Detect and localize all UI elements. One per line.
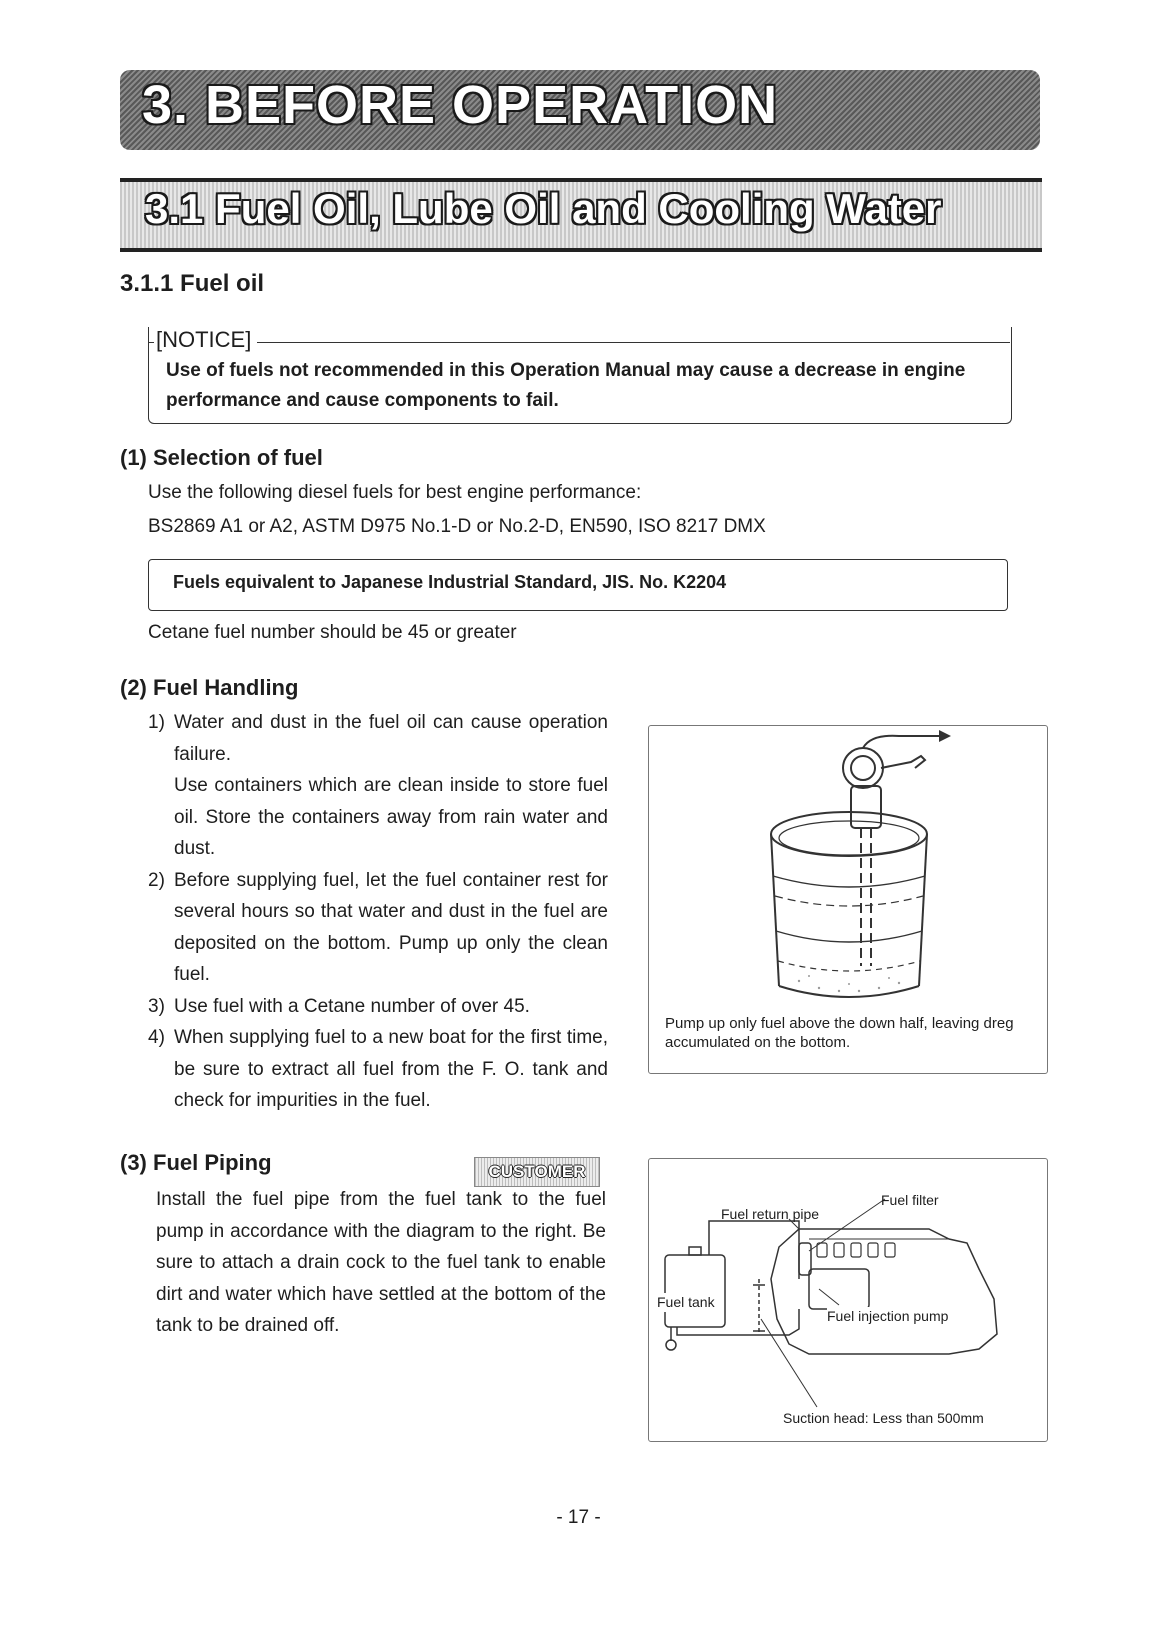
fuel-piping-figure bbox=[648, 1158, 1048, 1442]
figure-caption: Pump up only fuel above the down half, leaving dreg accumulated on the bottom. bbox=[665, 1015, 1014, 1051]
label-fuel-tank: Fuel tank bbox=[657, 1294, 715, 1310]
chapter-banner bbox=[120, 70, 1040, 150]
notice-label: [NOTICE] bbox=[154, 327, 257, 353]
selection-standards: BS2869 A1 or A2, ASTM D975 No.1-D or No.2-D, EN590, ISO 8217 DMX bbox=[148, 516, 766, 537]
cetane-note: Cetane fuel number should be 45 or greater bbox=[148, 622, 517, 643]
selection-heading: (1) Selection of fuel bbox=[120, 445, 323, 470]
handling-list bbox=[148, 707, 608, 1117]
chapter-title: 3. BEFORE OPERATION bbox=[142, 75, 779, 135]
list-text: When supplying fuel to a new boat for the first time, be sure to extract all fuel from the F. O. tank and check for impurities in the fuel. bbox=[174, 1027, 608, 1111]
list-item bbox=[148, 707, 608, 865]
list-number: 1) bbox=[148, 712, 165, 733]
list-text: Use fuel with a Cetane number of over 45. bbox=[174, 995, 530, 1017]
jis-text: Fuels equivalent to Japanese Industrial Standard, JIS. No. K2204 bbox=[173, 572, 727, 592]
fuel-drum-figure bbox=[648, 725, 1048, 1074]
list-text: Use containers which are clean inside to store fuel oil. Store the containers away from rain water and dust. bbox=[174, 775, 608, 859]
piping-heading: (3) Fuel Piping bbox=[120, 1150, 272, 1175]
section-banner bbox=[120, 178, 1042, 252]
jis-box bbox=[148, 559, 1008, 611]
label-fuel-return-pipe: Fuel return pipe bbox=[721, 1206, 820, 1222]
list-item bbox=[148, 991, 608, 1023]
label-suction-head: Suction head: Less than 500mm bbox=[783, 1410, 984, 1426]
section-title: 3.1 Fuel Oil, Lube Oil and Cooling Water bbox=[145, 185, 942, 232]
selection-intro: Use the following diesel fuels for best engine performance: bbox=[148, 482, 642, 503]
customer-badge: CUSTOMER bbox=[474, 1157, 600, 1187]
list-number: 4) bbox=[148, 1027, 165, 1048]
subsection-title: 3.1.1 Fuel oil bbox=[120, 270, 265, 297]
piping-text: Install the fuel pipe from the fuel tank to the fuel pump in accordance with the diagram to the right. Be sure to attach a drain cock to the fuel tank to enable dirt and water which have settled at the bottom of the tank to be drained off. bbox=[156, 1189, 606, 1336]
list-text: Before supplying fuel, let the fuel container rest for several hours so that water and dust in the fuel are deposited on the bottom. Pump up only the clean fuel. bbox=[174, 869, 608, 985]
label-fuel-injection-pump: Fuel injection pump bbox=[827, 1308, 949, 1324]
label-fuel-filter: Fuel filter bbox=[881, 1192, 939, 1208]
list-item bbox=[148, 865, 608, 991]
list-item bbox=[148, 1022, 608, 1117]
drum-pump-illustration bbox=[649, 726, 1047, 1006]
list-number: 3) bbox=[148, 995, 165, 1017]
list-number: 2) bbox=[148, 869, 165, 891]
page-number: - 17 - bbox=[556, 1507, 601, 1528]
list-text: Water and dust in the fuel oil can cause operation failure. bbox=[174, 712, 608, 765]
handling-heading: (2) Fuel Handling bbox=[120, 675, 299, 700]
notice-text: Use of fuels not recommended in this Operation Manual may cause a decrease in engine performance and cause components to fail. bbox=[166, 360, 966, 411]
